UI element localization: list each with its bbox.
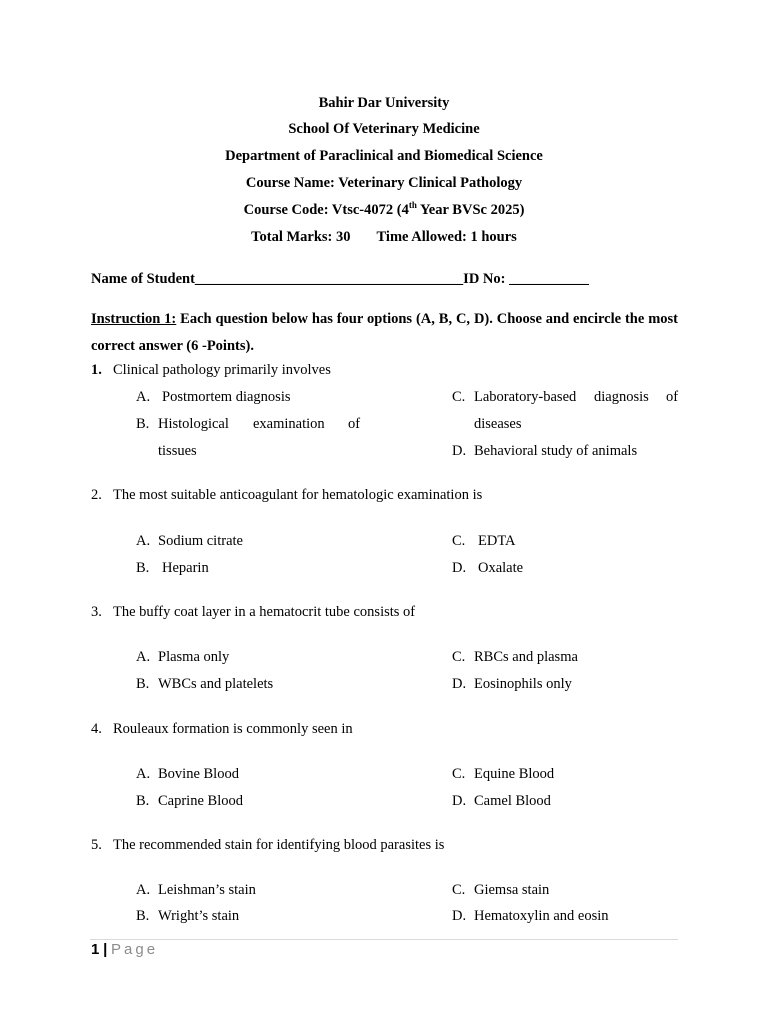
- question-text: The buffy coat layer in a hematocrit tube consists of: [113, 604, 416, 620]
- option-letter: B.: [136, 416, 150, 432]
- option-text-line2: tissues: [158, 443, 197, 459]
- option-letter: C.: [452, 533, 466, 549]
- option-letter: B.: [136, 676, 150, 692]
- option-letter: A.: [136, 533, 151, 549]
- option-letter: D.: [452, 443, 467, 459]
- option-text-word: Laboratory-based: [474, 389, 577, 405]
- question-number: 1.: [91, 362, 102, 378]
- time-allowed: Time Allowed: 1 hours: [376, 229, 517, 245]
- option-text: Heparin: [162, 560, 209, 576]
- university-name: Bahir Dar University: [318, 95, 450, 111]
- id-label: ID No:: [463, 271, 506, 287]
- question-number: 4.: [91, 721, 102, 737]
- page-footer: [91, 941, 158, 959]
- option-letter: C.: [452, 649, 466, 665]
- question-1: [91, 361, 691, 379]
- course-code-superscript: th: [408, 200, 417, 211]
- option-b[interactable]: [136, 415, 362, 460]
- page-word: Page: [111, 941, 159, 958]
- option-c[interactable]: [452, 388, 678, 433]
- question-text: Clinical pathology primarily involves: [113, 362, 331, 378]
- option-text: Leishman’s stain: [158, 882, 256, 898]
- option-letter: D.: [452, 793, 467, 809]
- option-letter: D.: [452, 560, 467, 576]
- option-letter: C.: [452, 882, 466, 898]
- option-text: Giemsa stain: [474, 882, 550, 898]
- option-text: Oxalate: [478, 560, 524, 576]
- option-text-word: of: [348, 416, 361, 432]
- question-3: [91, 603, 691, 621]
- option-letter: A.: [136, 766, 151, 782]
- question-text: The most suitable anticoagulant for hematologic examination is: [113, 487, 483, 503]
- question-number: 5.: [91, 837, 102, 853]
- option-letter: C.: [452, 389, 466, 405]
- option-text: WBCs and platelets: [158, 676, 274, 692]
- option-text: Camel Blood: [474, 793, 551, 809]
- option-text-word: of: [666, 389, 679, 405]
- option-text: Postmortem diagnosis: [162, 389, 291, 405]
- option-letter: B.: [136, 908, 150, 924]
- option-text: Caprine Blood: [158, 793, 243, 809]
- marks-time-line: [0, 228, 768, 246]
- option-text: Bovine Blood: [158, 766, 239, 782]
- option-letter: B.: [136, 560, 150, 576]
- question-number: 3.: [91, 604, 102, 620]
- option-letter: A.: [136, 389, 151, 405]
- question-5: [91, 836, 691, 854]
- option-letter: A.: [136, 649, 151, 665]
- option-text: EDTA: [478, 533, 516, 549]
- total-marks: Total Marks: 30: [251, 229, 351, 245]
- option-text: Hematoxylin and eosin: [474, 908, 609, 924]
- course-code-year: Year BVSc 2025): [416, 202, 525, 218]
- option-letter: D.: [452, 676, 467, 692]
- course-name: Course Name: Veterinary Clinical Pathology: [245, 175, 523, 191]
- instruction-label: Instruction 1:: [91, 311, 177, 327]
- instruction-block: [91, 306, 678, 360]
- question-2: [91, 486, 691, 504]
- footer-divider: [90, 939, 678, 940]
- student-name-blank[interactable]: _____________________________________: [194, 271, 464, 287]
- option-text-line2: diseases: [474, 416, 522, 432]
- option-letter: D.: [452, 908, 467, 924]
- question-text: Rouleaux formation is commonly seen in: [113, 721, 353, 737]
- option-text: Equine Blood: [474, 766, 555, 782]
- page-separator: |: [103, 941, 108, 958]
- option-text-word: Histological: [158, 416, 229, 432]
- question-number: 2.: [91, 487, 102, 503]
- school-name: School Of Veterinary Medicine: [288, 121, 480, 137]
- option-text-word: diagnosis: [594, 389, 649, 405]
- option-text: Behavioral study of animals: [474, 443, 638, 459]
- page-number: 1: [91, 941, 100, 958]
- student-name-label: Name of Student: [91, 271, 195, 287]
- option-text: Wright’s stain: [158, 908, 240, 924]
- question-text: The recommended stain for identifying blood parasites is: [113, 837, 445, 853]
- student-info-line: [91, 270, 691, 288]
- instruction-text: Each question below has four options (A, B, C, D). Choose and encircle the most correct answer (6 -Points).: [91, 311, 678, 354]
- option-text-word: examination: [253, 416, 325, 432]
- course-code: [0, 201, 768, 219]
- option-text: Plasma only: [158, 649, 230, 665]
- option-text: Eosinophils only: [474, 676, 572, 692]
- id-blank[interactable]: ___________: [509, 271, 589, 287]
- option-letter: B.: [136, 793, 150, 809]
- department-name: Department of Paraclinical and Biomedical Science: [225, 148, 543, 164]
- option-letter: C.: [452, 766, 466, 782]
- option-letter: A.: [136, 882, 151, 898]
- course-code-text: Course Code: Vtsc-4072 (4: [243, 202, 409, 218]
- option-text: Sodium citrate: [158, 533, 243, 549]
- option-text: RBCs and plasma: [474, 649, 578, 665]
- question-4: [91, 720, 691, 738]
